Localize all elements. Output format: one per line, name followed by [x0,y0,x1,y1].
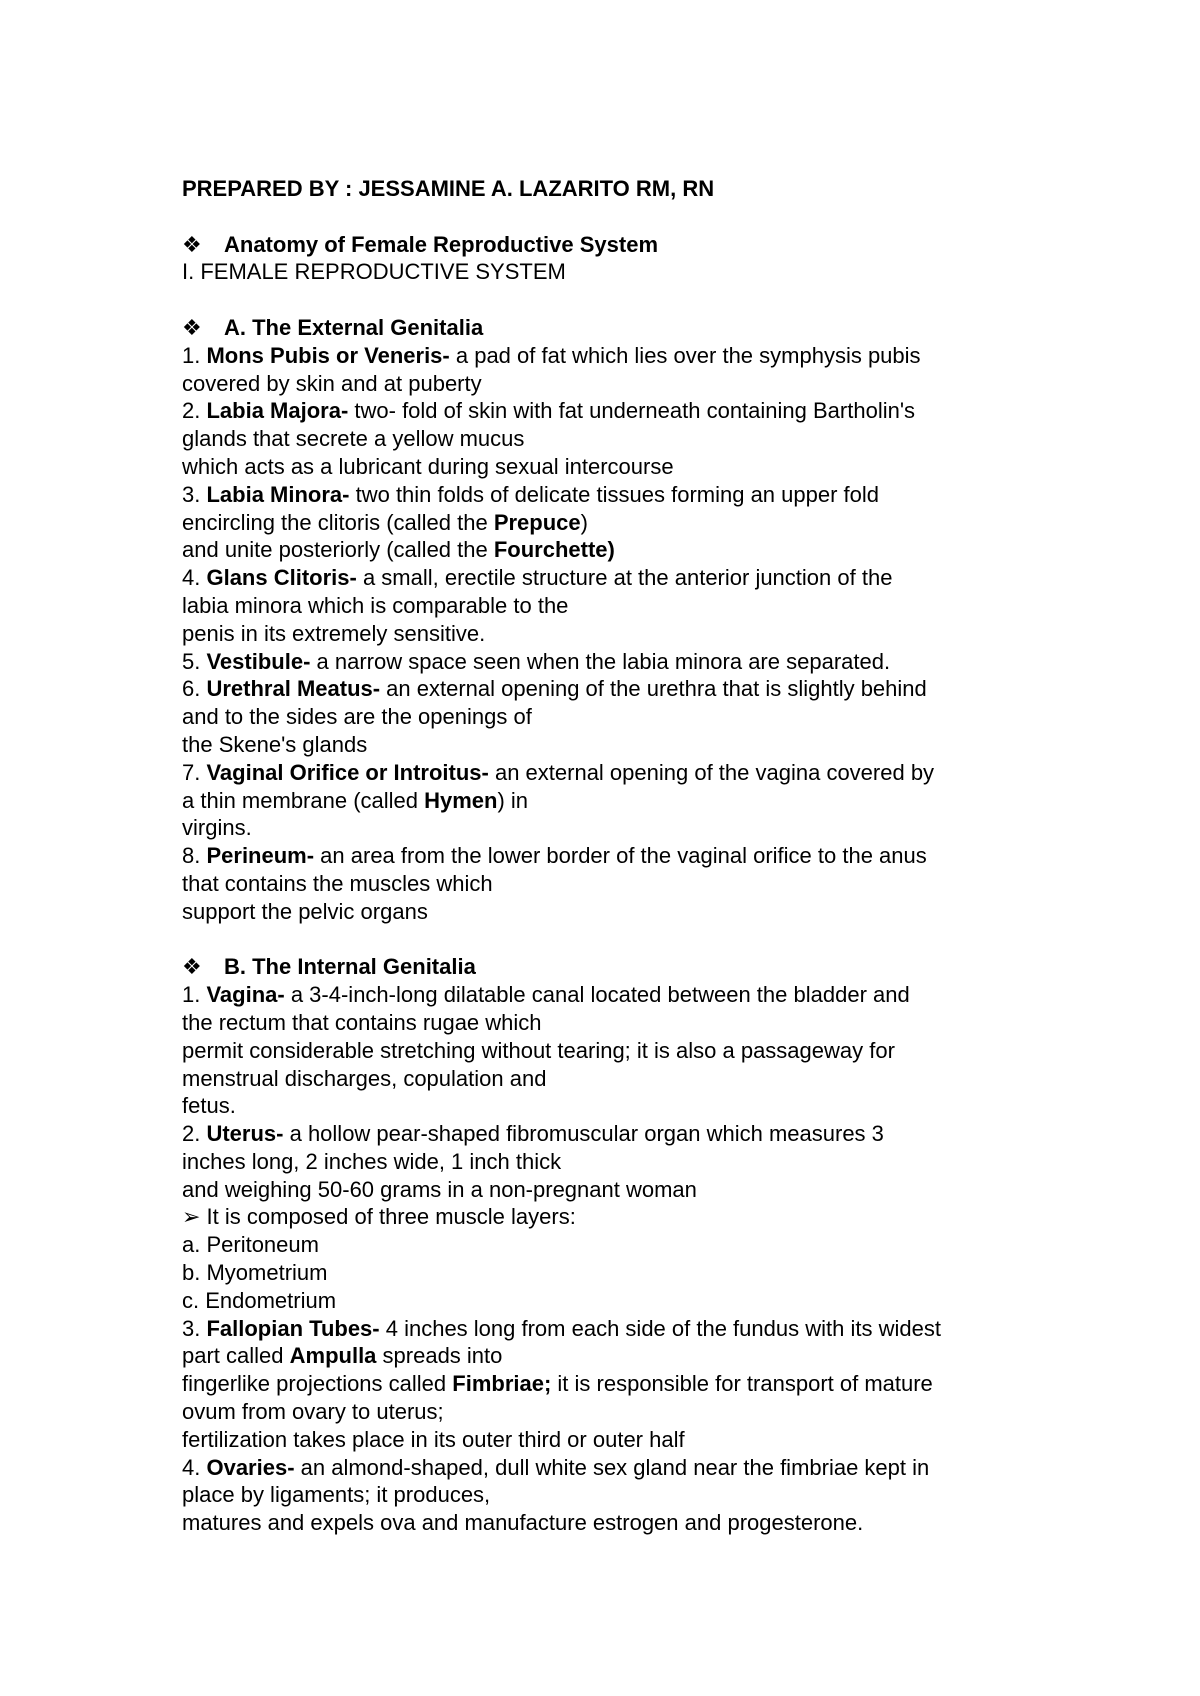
list-item: 5. Vestibule- a narrow space seen when the labia minora are separated. [182,648,891,674]
list-item: 4. Glans Clitoris- a small, erectile structure at the anterior junction of the labia minora which is comparable to the penis in its extremely sensitive. [182,565,893,646]
term: Vagina- [206,982,285,1008]
list-item: 3. Fallopian Tubes- 4 inches long from each side of the fundus with its widest part called Ampulla spreads into fingerlike projections called Fimbriae; it is responsible for transport of mature ovum from ovary to uterus; fertilization takes place in its outer third or outer half [182,1315,941,1452]
arrow-bullet-icon: ➢ [182,1204,201,1230]
list-item: 7. Vaginal Orifice or Introitus- an external opening of the vagina covered by a thin membrane (called Hymen) in virgins. [182,759,935,841]
term: Vaginal Orifice or Introitus- [206,759,489,785]
list-item: 4. Ovaries- an almond-shaped, dull white sex gland near the fimbriae kept in place by ligaments; it produces, matures and expels ova and manufacture estrogen and progesterone. [182,1454,930,1536]
term: Uterus- [206,1121,284,1147]
prepared-by: PREPARED BY : JESSAMINE A. LAZARITO RM, RN [182,176,715,201]
list-item: 8. Perineum- an area from the lower border of the vaginal orifice to the anus that contains the muscles which support the pelvic organs [182,843,927,924]
term: Labia Minora- [206,481,350,507]
diamond-bullet-icon: ❖ [182,314,202,340]
list-item: 2. Uterus- a hollow pear-shaped fibromuscular organ which measures 3 inches long, 2 inches wide, 1 inch thick and weighing 50-60 grams in a non-pregnant woman ➢ It is composed of three muscle layers: a. Peritoneum b. Myometrium c. Endometrium [182,1120,1062,1315]
internal-heading: ❖ B. The Internal Genitalia [182,954,476,980]
term: Perineum- [206,843,315,869]
term: Mons Pubis or Veneris- [206,342,450,368]
list-item: 3. Labia Minora- two thin folds of delicate tissues forming an upper fold encircling the clitoris (called the Prepuce) and unite posteriorly (called the Fourchette) [182,481,879,563]
list-item: 2. Labia Majora- two- fold of skin with fat underneath containing Bartholin's glands that secrete a yellow mucus which acts as a lubricant during sexual intercourse [182,398,916,479]
list-item: 6. Urethral Meatus- an external opening of the urethra that is slightly behind and to the sides are the openings of the Skene's glands [182,676,927,757]
term: Ovaries- [206,1454,295,1480]
system-heading: I. FEMALE REPRODUCTIVE SYSTEM [182,259,566,285]
term: Glans Clitoris- [206,565,357,591]
external-heading: ❖ A. The External Genitalia [182,314,484,340]
layer-item: c. Endometrium [182,1287,337,1313]
layer-item: a. Peritoneum [182,1232,319,1258]
term: Labia Majora- [206,398,349,424]
term: Vestibule- [206,648,311,674]
layer-item: b. Myometrium [182,1260,328,1286]
term: Urethral Meatus- [206,676,381,702]
list-item: 1. Mons Pubis or Veneris- a pad of fat which lies over the symphysis pubis covered by skin and at puberty [182,342,921,396]
diamond-bullet-icon: ❖ [182,954,202,980]
diamond-bullet-icon: ❖ [182,231,202,257]
document-body [182,175,1062,1537]
list-item: 1. Vagina- a 3-4-inch-long dilatable canal located between the bladder and the rectum that contains rugae which permit considerable stretching without tearing; it is also a passageway for menstrual discharges, copulation and fetus. [182,982,910,1119]
anatomy-heading: ❖ Anatomy of Female Reproductive System [182,231,659,257]
term: Fallopian Tubes- [206,1315,380,1341]
